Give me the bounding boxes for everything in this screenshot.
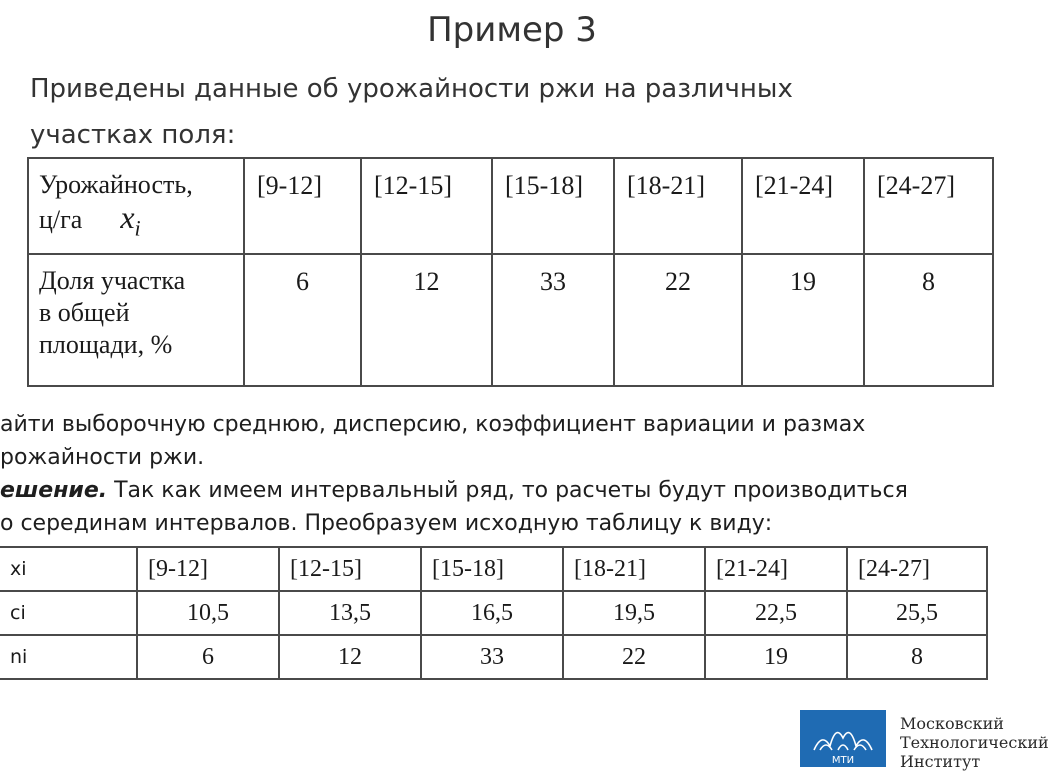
- logo-text: [900, 714, 1049, 771]
- logo-mark-text: МТИ: [831, 755, 855, 766]
- frequency-cell: 6: [137, 635, 279, 679]
- logo-line-1: Московский: [900, 714, 1004, 733]
- frequency-cell: 33: [421, 635, 563, 679]
- range-cell: [9-12]: [244, 158, 361, 254]
- frequency-cell: 12: [279, 635, 421, 679]
- share-cell: 8: [864, 254, 993, 386]
- range-cell: [12-15]: [279, 547, 421, 591]
- intro-line-2: участках поля:: [30, 120, 236, 150]
- solution-line-2: о серединам интервалов. Преобразуем исходную таблицу к виду:: [0, 511, 773, 536]
- row-label-ni: ni: [0, 635, 137, 679]
- logo-emblem-icon: [800, 710, 886, 767]
- solution-line-1: [0, 476, 1024, 509]
- share-label-line-3: площади, %: [39, 330, 173, 359]
- table-row: [28, 158, 993, 254]
- slide-title: Пример 3: [427, 10, 597, 50]
- frequency-cell: 22: [563, 635, 705, 679]
- xi-symbol-base: x: [120, 199, 135, 235]
- table-row: [0, 547, 987, 591]
- share-label-line-2: в общей: [39, 298, 130, 327]
- midpoints-table: [0, 546, 988, 680]
- logo-line-3: Институт: [900, 752, 981, 771]
- intro-line-1: Приведены данные об урожайности ржи на различных: [30, 74, 793, 104]
- range-cell: [18-21]: [614, 158, 742, 254]
- range-cell: [21-24]: [705, 547, 847, 591]
- solution-text-1: Так как имеем интервальный ряд, то расчеты будут производиться: [107, 478, 908, 503]
- task-text: [0, 410, 1024, 542]
- share-label-line-1: Доля участка: [39, 266, 186, 295]
- task-line-1: айти выборочную среднюю, дисперсию, коэффициент вариации и размах: [0, 412, 866, 437]
- range-cell: [24-27]: [864, 158, 993, 254]
- midpoint-cell: 25,5: [847, 591, 987, 635]
- yield-label-line-1: Урожайность,: [39, 170, 193, 199]
- table-row: [0, 635, 987, 679]
- row-label-xi: xi: [0, 547, 137, 591]
- range-cell: [15-18]: [492, 158, 614, 254]
- solution-label: ешение.: [0, 478, 108, 503]
- xi-symbol: [120, 199, 141, 241]
- range-cell: [18-21]: [563, 547, 705, 591]
- range-cell: [24-27]: [847, 547, 987, 591]
- share-cell: 22: [614, 254, 742, 386]
- frequency-cell: 8: [847, 635, 987, 679]
- midpoint-cell: 22,5: [705, 591, 847, 635]
- yield-header-cell: [28, 158, 244, 254]
- range-cell: [12-15]: [361, 158, 492, 254]
- logo-mark: [800, 710, 886, 767]
- share-cell: 19: [742, 254, 864, 386]
- share-cell: 33: [492, 254, 614, 386]
- row-label-ci: ci: [0, 591, 137, 635]
- share-header-cell: [28, 254, 244, 386]
- table-row: [0, 591, 987, 635]
- midpoint-cell: 19,5: [563, 591, 705, 635]
- task-line-2: рожайности ржи.: [0, 445, 205, 470]
- table-row: [28, 254, 993, 386]
- range-cell: [21-24]: [742, 158, 864, 254]
- midpoint-cell: 10,5: [137, 591, 279, 635]
- frequency-cell: 19: [705, 635, 847, 679]
- yield-label-line-2-wrap: [39, 201, 243, 244]
- xi-symbol-sub: i: [134, 215, 141, 241]
- range-cell: [9-12]: [137, 547, 279, 591]
- intro-text: [30, 66, 930, 158]
- share-cell: 12: [361, 254, 492, 386]
- logo-line-2: Технологический: [900, 733, 1049, 752]
- institute-logo: [800, 710, 1049, 771]
- midpoint-cell: 16,5: [421, 591, 563, 635]
- midpoint-cell: 13,5: [279, 591, 421, 635]
- share-cell: 6: [244, 254, 361, 386]
- yield-label-line-2: ц/га: [39, 205, 83, 234]
- range-cell: [15-18]: [421, 547, 563, 591]
- yield-table: [27, 157, 994, 387]
